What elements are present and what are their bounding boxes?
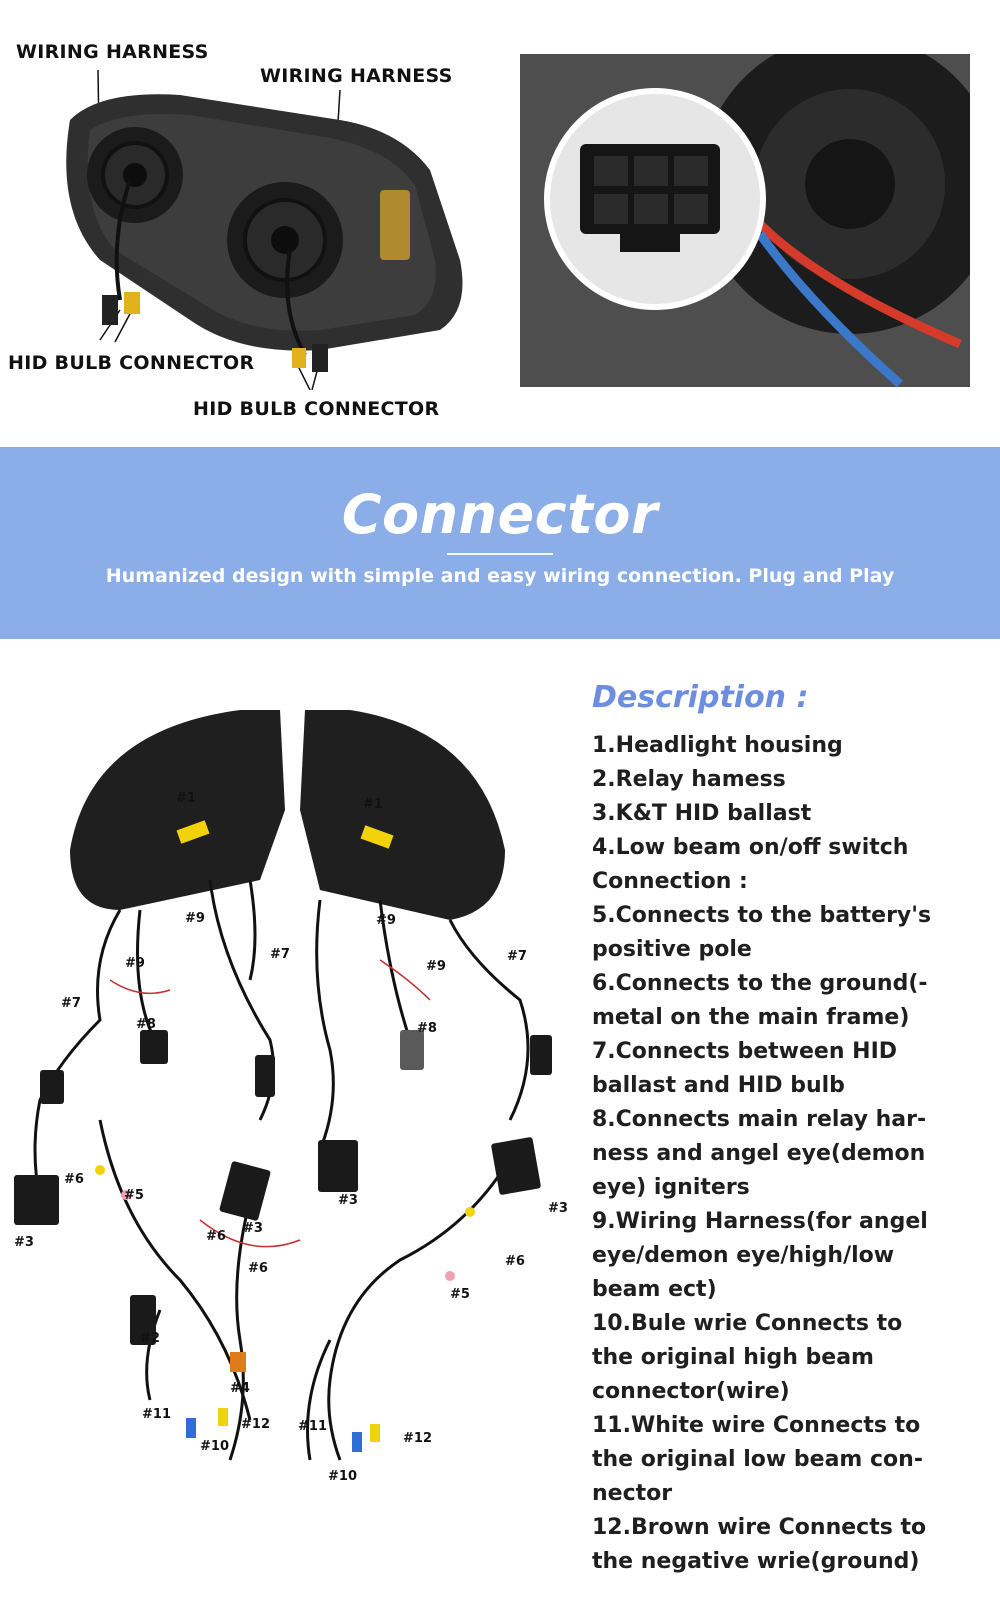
description-item-12: 12.Brown wire Connects to the negative wrie(ground) bbox=[592, 1515, 927, 1574]
tag-3-d: #3 bbox=[548, 1201, 568, 1216]
headlight-rear-photo bbox=[40, 60, 490, 390]
description-item-1: 1.Headlight housing bbox=[592, 733, 843, 758]
description-item-4: 4.Low beam on/off switch Connection : bbox=[592, 835, 909, 894]
label-hid-bulb-connector-left: HID BULB CONNECTOR bbox=[8, 352, 255, 374]
tag-10-left: #10 bbox=[200, 1439, 229, 1454]
tag-11-right: #11 bbox=[298, 1419, 327, 1434]
tag-1-left: #1 bbox=[176, 791, 196, 806]
wiring-kit-diagram bbox=[0, 700, 580, 1560]
description-item-9: 9.Wiring Harness(for angel eye/demon eye/high/low beam ect) bbox=[592, 1209, 928, 1302]
tag-6-a: #6 bbox=[64, 1172, 84, 1187]
headlight-housing-right bbox=[300, 710, 505, 920]
headlight-housing-left bbox=[70, 710, 285, 910]
connector-closeup-photo bbox=[520, 54, 970, 387]
description-item-7: 7.Connects between HID ballast and HID bulb bbox=[592, 1039, 898, 1098]
tag-8-left: #8 bbox=[136, 1017, 156, 1032]
tag-8-right: #8 bbox=[417, 1021, 437, 1036]
label-wiring-harness-left: WIRING HARNESS bbox=[16, 41, 209, 63]
tag-7-c: #7 bbox=[507, 949, 527, 964]
description-item-5: 5.Connects to the battery's positive pole bbox=[592, 903, 932, 962]
tag-5-right: #5 bbox=[450, 1287, 470, 1302]
banner-subtitle: Humanized design with simple and easy wiring connection. Plug and Play bbox=[105, 565, 895, 587]
tag-11-left: #11 bbox=[142, 1407, 171, 1422]
top-photo-section bbox=[0, 0, 1000, 447]
description-item-3: 3.K&T HID ballast bbox=[592, 801, 812, 826]
tag-7-b: #7 bbox=[270, 947, 290, 962]
banner-divider bbox=[447, 553, 553, 555]
tag-9-c: #9 bbox=[376, 913, 396, 928]
banner-title: Connector bbox=[341, 483, 659, 546]
tag-3-b: #3 bbox=[243, 1221, 263, 1236]
tag-1-right: #1 bbox=[363, 797, 383, 812]
description-panel bbox=[592, 680, 992, 1579]
description-item-6: 6.Connects to the ground(- metal on the main frame) bbox=[592, 971, 928, 1030]
label-wiring-harness-right: WIRING HARNESS bbox=[260, 65, 453, 87]
label-hid-bulb-connector-right: HID BULB CONNECTOR bbox=[193, 398, 440, 420]
tag-9-d: #9 bbox=[426, 959, 446, 974]
description-list bbox=[592, 729, 992, 1579]
tag-12-right: #12 bbox=[403, 1431, 432, 1446]
description-item-11: 11.White wire Connects to the original low beam con- nector bbox=[592, 1413, 923, 1506]
description-item-8: 8.Connects main relay har- ness and angel eye(demon eye) igniters bbox=[592, 1107, 927, 1200]
tag-6-d: #6 bbox=[505, 1254, 525, 1269]
tag-3-a: #3 bbox=[14, 1235, 34, 1250]
tag-2: #2 bbox=[140, 1331, 160, 1346]
tag-9-a: #9 bbox=[185, 911, 205, 926]
description-item-2: 2.Relay hamess bbox=[592, 767, 786, 792]
tag-7-a: #7 bbox=[61, 996, 81, 1011]
tag-6-b: #6 bbox=[206, 1229, 226, 1244]
tag-6-c: #6 bbox=[248, 1261, 268, 1276]
description-title: Description : bbox=[592, 680, 809, 715]
tag-12-left: #12 bbox=[241, 1417, 270, 1432]
tag-10-right: #10 bbox=[328, 1469, 357, 1484]
tag-5-left: #5 bbox=[124, 1188, 144, 1203]
tag-4: #4 bbox=[230, 1381, 250, 1396]
connector-banner bbox=[0, 447, 1000, 639]
tag-3-c: #3 bbox=[338, 1193, 358, 1208]
description-item-10: 10.Bule wrie Connects to the original high beam connector(wire) bbox=[592, 1311, 903, 1404]
tag-9-b: #9 bbox=[125, 956, 145, 971]
